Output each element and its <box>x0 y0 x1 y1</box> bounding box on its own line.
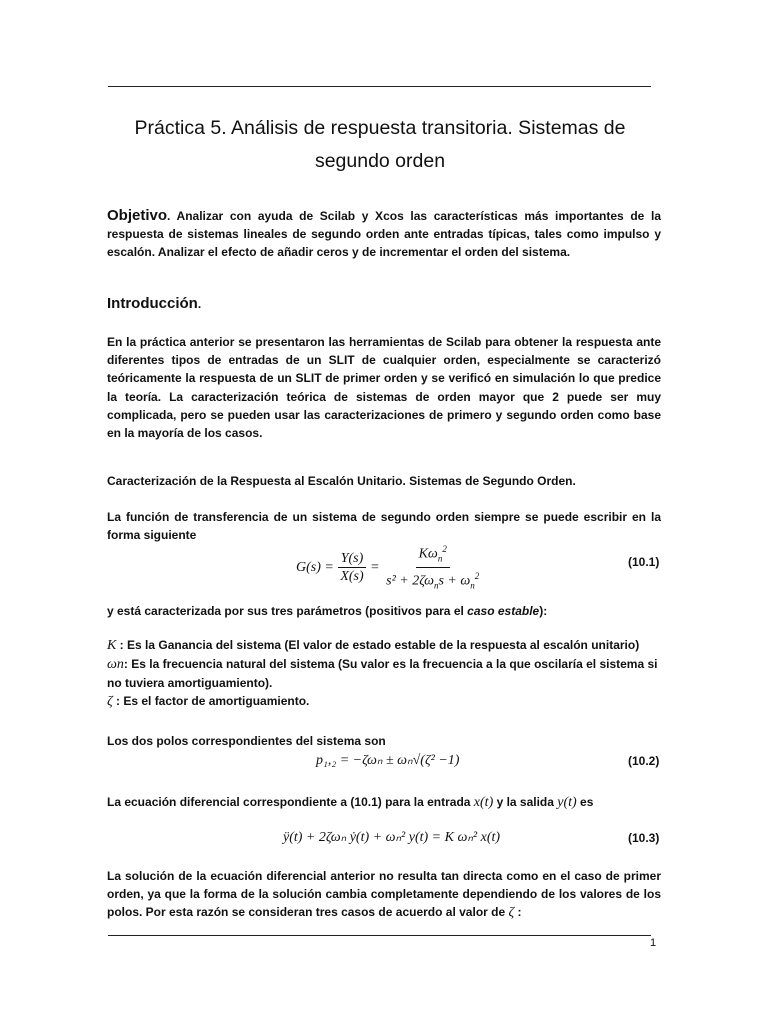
param-zeta-symbol: ζ <box>107 694 113 709</box>
params-intro: y está caracterizada por sus tres parámetros (positivos para el caso estable): <box>107 604 548 618</box>
input-symbol: x(t) <box>473 795 494 810</box>
equation-number-10-2: (10.2) <box>628 754 660 768</box>
page-number: 1 <box>650 937 657 949</box>
output-symbol: y(t) <box>557 795 577 810</box>
eq1-frac1 <box>337 550 366 585</box>
eq1-den2: $s^2 + 2\zeta\omega_ns + \omega_n^2$ <box>386 571 480 591</box>
objective-label: Objetivo <box>107 207 168 224</box>
equation-10-2: p₁,₂ = −ζωₙ ± ωₙ√(ζ² −1) <box>316 753 460 768</box>
eq1-frac2 <box>383 541 482 595</box>
equation-number-10-1: (10.1) <box>628 555 660 569</box>
ode-intro: La ecuación diferencial correspondiente a (10.1) para la entrada x(t) y la salida y(t) es <box>107 795 594 810</box>
objective-paragraph <box>107 207 661 262</box>
eq1-equals: = <box>370 560 380 576</box>
eq1-num1: Y(s) <box>338 550 367 568</box>
page-title: Práctica 5. Análisis de respuesta transitoria. Sistemas de segundo orden <box>134 117 626 172</box>
intro-paragraph: En la práctica anterior se presentaron las herramientas de Scilab para obtener la respuesta ante diferentes tipos de entradas de un SLIT de cualquier orden, especialmente se caracterizó teóricamente la respuesta de un SLIT de primer orden y se verificó en simulación lo que predice la teoría. La caracterización teórica de sistemas de orden mayor que 2 puede ser muy complicada, pero se pueden usar las caracterizaciones de primero y segundo orden como base en la mayoría de los casos. <box>107 335 661 441</box>
intro-heading <box>107 295 661 313</box>
param-wn-text: : Es la frecuencia natural del sistema (Su valor es la frecuencia a la que oscilaría el sistema si no tuviera amortiguamiento). <box>107 657 658 691</box>
intro-heading-label: Introducción <box>107 295 198 312</box>
param-k-symbol: K <box>107 638 117 653</box>
header-rule <box>108 86 651 87</box>
objective-text: . Analizar con ayuda de Scilab y Xcos las características más importantes de la respuesta de sistemas lineales de segundo orden ante entradas típicas, tales como impulso y escalón. Analizar el efecto de añadir ceros y de incrementar el orden del sistema. <box>107 209 661 260</box>
param-k-text: : Es la Ganancia del sistema (El valor de estado estable de la respuesta al escalón unitario) <box>116 638 640 652</box>
stable-case-emphasis: caso estable <box>467 604 540 618</box>
param-wn <box>107 655 661 692</box>
eq1-num2: $K\omega_n^2$ <box>416 541 450 568</box>
section-subheading: Caracterización de la Respuesta al Escalón Unitario. Sistemas de Segundo Orden. <box>107 474 576 488</box>
param-zeta <box>107 692 661 711</box>
equation-number-10-3: (10.3) <box>628 831 660 845</box>
param-zeta-text: : Es el factor de amortiguamiento. <box>112 694 310 708</box>
poles-paragraph: Los dos polos correspondientes del sistema son <box>107 734 386 748</box>
param-k <box>107 636 661 655</box>
tf-intro-paragraph: La función de transferencia de un sistema de segundo orden siempre se puede escribir en la forma siguiente <box>107 510 661 543</box>
eq1-den1: X(s) <box>340 569 364 585</box>
equation-10-1 <box>296 541 482 595</box>
solution-paragraph: La solución de la ecuación diferencial anterior no resulta tan directa como en el caso de primer orden, ya que la forma de la solución cambia completamente dependiendo de los valores de los polos. Por esta razón se consideran tres casos de acuerdo al valor de ζ : <box>107 869 661 921</box>
equation-10-3: ÿ(t) + 2ζωₙ ẏ(t) + ωₙ² y(t) = K ωₙ² x(t) <box>283 830 501 845</box>
intro-heading-suffix: . <box>197 297 202 311</box>
eq1-lhs: G(s) = <box>296 560 334 576</box>
param-wn-symbol: ωn <box>107 657 124 672</box>
footer-rule <box>108 935 651 936</box>
solution-zeta-symbol: ζ <box>508 905 515 921</box>
